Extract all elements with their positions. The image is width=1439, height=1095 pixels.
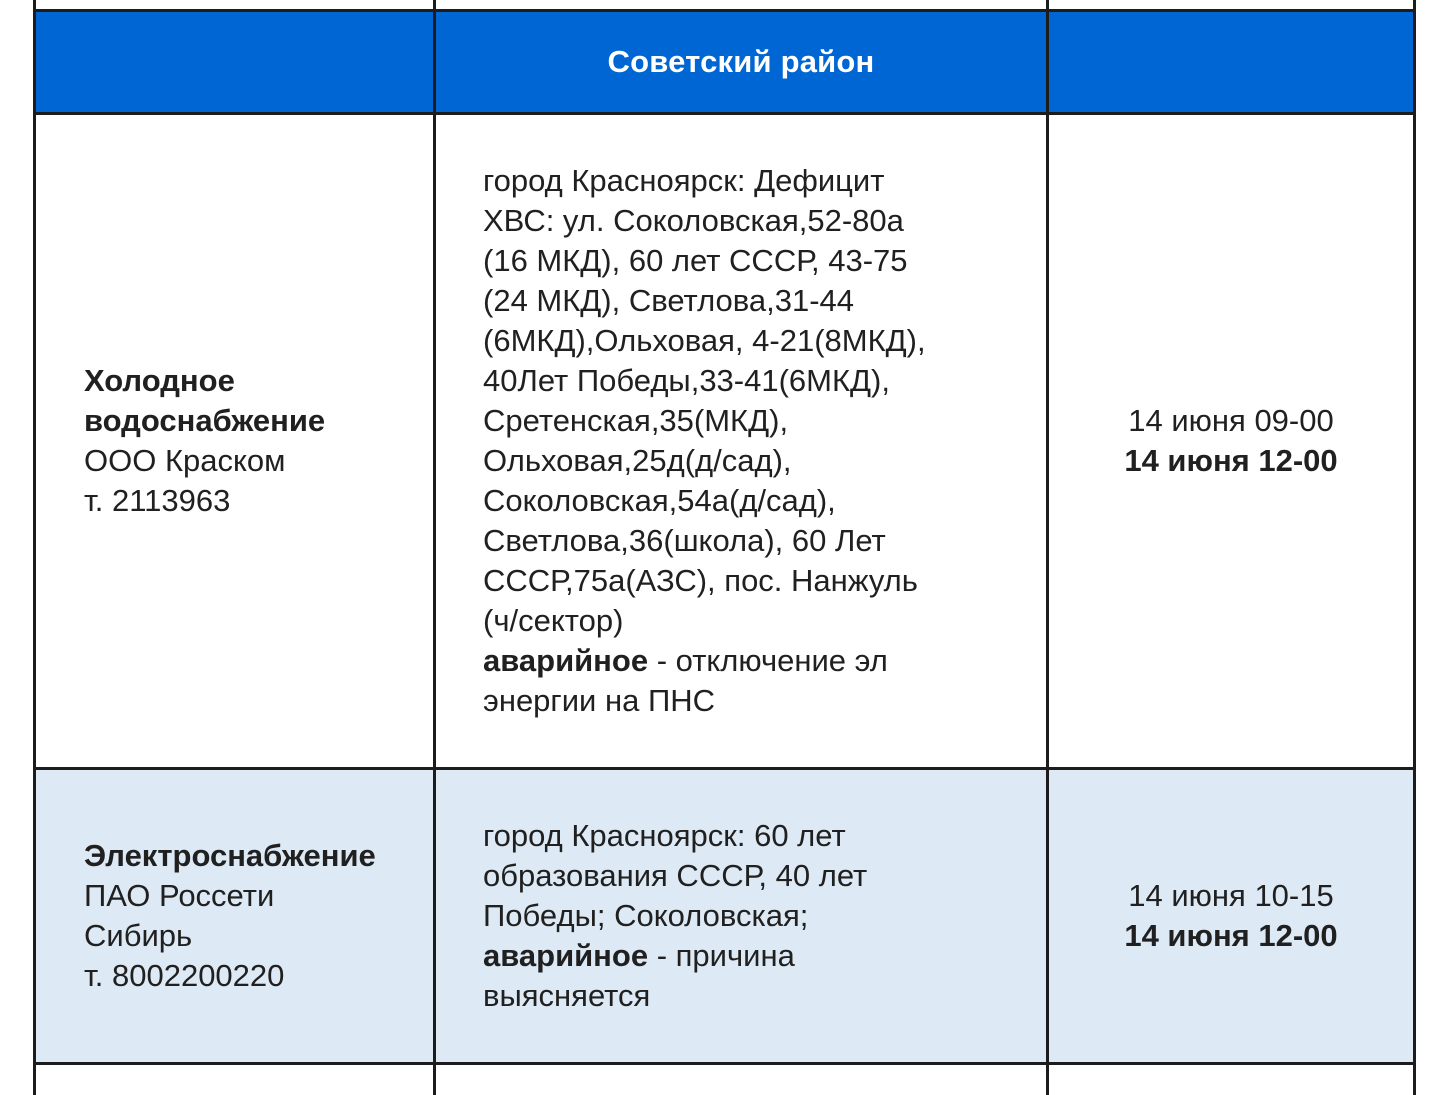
service-provider: ПАО Россети (84, 876, 413, 916)
outage-reason-continued: выясняется (483, 976, 1026, 1016)
area-line: Соколовская,54а(д/сад), (483, 481, 1026, 521)
service-provider: ООО Краском (84, 441, 413, 481)
area-line: (ч/сектор) (483, 601, 1026, 641)
area-line: (6МКД),Ольховая, 4-21(8МКД), (483, 321, 1026, 361)
service-phone: т. 2113963 (84, 481, 413, 521)
district-header-empty-left (35, 11, 435, 114)
area-line: образования СССР, 40 лет (483, 856, 1026, 896)
time-start: 14 июня 10-15 (1049, 876, 1413, 916)
time-end: 14 июня 12-00 (1049, 441, 1413, 481)
outage-reason-continued: энергии на ПНС (483, 681, 1026, 721)
area-line: 40Лет Победы,33-41(6МКД), (483, 361, 1026, 401)
time-cell (1048, 114, 1415, 769)
outage-type-label: аварийное (483, 643, 648, 678)
outage-table (33, 0, 1416, 1095)
area-line: Светлова,36(школа), 60 Лет (483, 521, 1026, 561)
outage-type-line (483, 641, 1026, 681)
area-line: город Красноярск: 60 лет (483, 816, 1026, 856)
time-start: 14 июня 09-00 (1049, 401, 1413, 441)
area-line: город Красноярск: Дефицит (483, 161, 1026, 201)
service-name-line: Холодное (84, 361, 413, 401)
district-header-cell (435, 11, 1048, 114)
time-cell (1048, 769, 1415, 1064)
district-header-empty-right (1048, 11, 1415, 114)
service-phone: т. 8002200220 (84, 956, 413, 996)
area-line: ХВС: ул. Соколовская,52-80а (483, 201, 1026, 241)
area-line: (24 МКД), Светлова,31-44 (483, 281, 1026, 321)
service-cell (35, 769, 435, 1064)
outage-type-label: аварийное (483, 938, 648, 973)
service-provider: Сибирь (84, 916, 413, 956)
area-line: Победы; Соколовская; (483, 896, 1026, 936)
area-line: СССР,75а(АЗС), пос. Нанжуль (483, 561, 1026, 601)
service-name-line: Электроснабжение (84, 836, 413, 876)
area-line: (16 МКД), 60 лет СССР, 43-75 (483, 241, 1026, 281)
area-line: Сретенская,35(МКД), (483, 401, 1026, 441)
area-cell (435, 769, 1048, 1064)
next-row-stub (35, 1064, 1415, 1095)
district-header-row (35, 11, 1415, 114)
service-cell (35, 114, 435, 769)
outage-reason: - отключение эл (648, 643, 888, 678)
table-row (35, 769, 1415, 1064)
area-line: Ольховая,25д(д/сад), (483, 441, 1026, 481)
outage-table-container (33, 0, 1413, 1085)
previous-row-stub (35, 0, 1415, 11)
outage-type-line (483, 936, 1026, 976)
area-cell (435, 114, 1048, 769)
service-name-line: водоснабжение (84, 401, 413, 441)
table-row (35, 114, 1415, 769)
outage-reason: - причина (648, 938, 795, 973)
district-title: Советский район (436, 44, 1046, 80)
time-end: 14 июня 12-00 (1049, 916, 1413, 956)
